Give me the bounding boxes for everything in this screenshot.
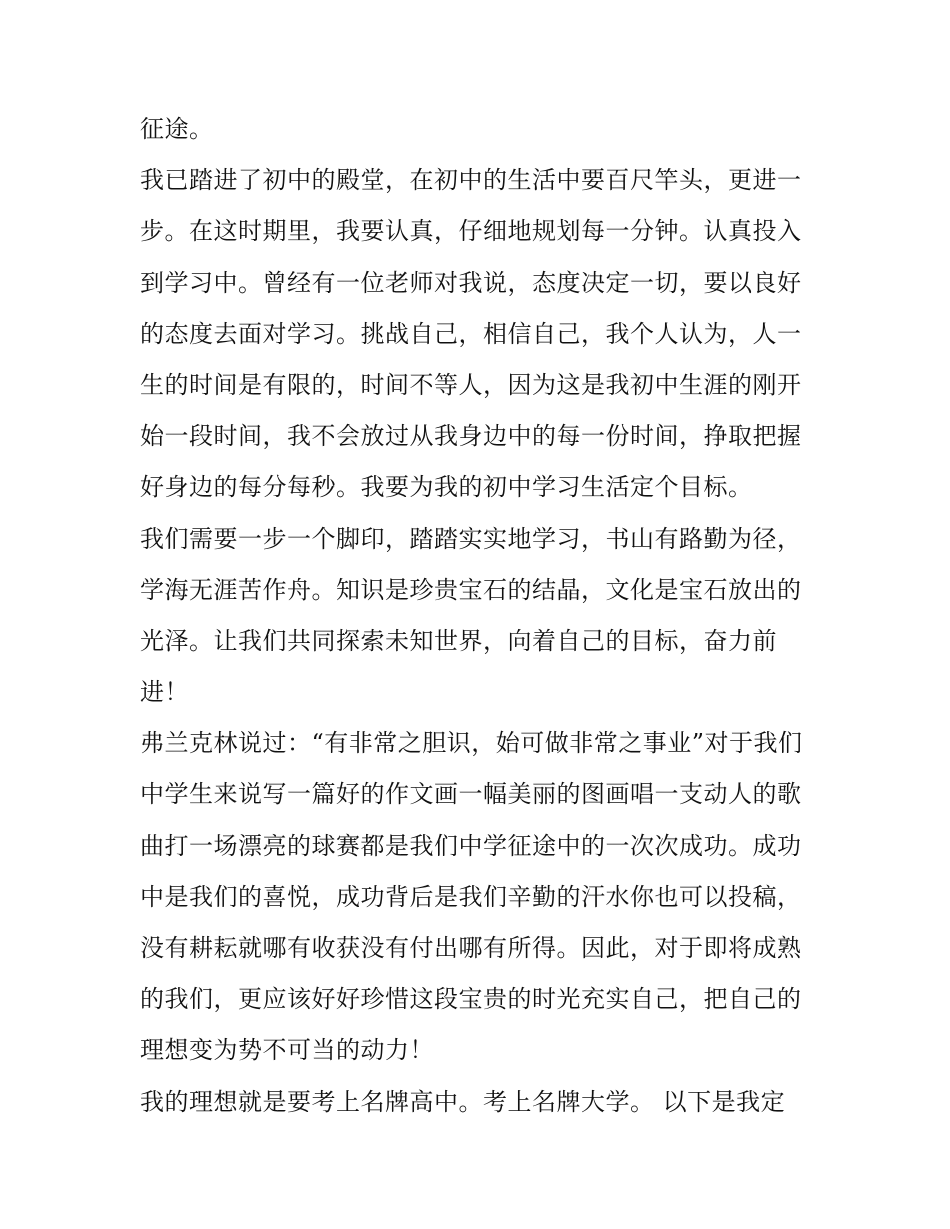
text-line: 生的时间是有限的，时间不等人，因为这是我初中生涯的刚开 (140, 370, 802, 399)
text-line: 中是我们的喜悦，成功背后是我们辛勤的汗水你也可以投稿， (140, 882, 802, 911)
text-line: 到学习中。曾经有一位老师对我说，态度决定一切，要以良好 (140, 268, 802, 297)
text-line: 弗兰克林说过：“有非常之胆识，始可做非常之事业”对于我们 (140, 729, 803, 758)
text-line: 我们需要一步一个脚印，踏踏实实地学习，书山有路勤为径， (140, 524, 802, 553)
text-line: 光泽。让我们共同探索未知世界，向着自己的目标，奋力前 (140, 626, 777, 655)
text-line: 没有耕耘就哪有收获没有付出哪有所得。因此，对于即将成熟 (140, 934, 802, 962)
text-line: 曲打一场漂亮的球赛都是我们中学征途中的一次次成功。成功 (140, 831, 802, 860)
text-line: 的态度去面对学习。挑战自己，相信自己，我个人认为，人一 (140, 319, 802, 348)
text-line: 的我们，更应该好好珍惜这段宝贵的时光充实自己，把自己的 (140, 985, 802, 1014)
body-text (140, 104, 820, 1128)
text-line: 我的理想就是要考上名牌高中。考上名牌大学。 以下是我定 (140, 1087, 786, 1116)
text-line: 好身边的每分每秒。我要为我的初中学习生活定个目标。 (140, 473, 753, 502)
text-line: 中学生来说写一篇好的作文画一幅美丽的图画唱一支动人的歌 (140, 780, 802, 809)
text-line: 步。在这时期里，我要认真，仔细地规划每一分钟。认真投入 (140, 217, 802, 246)
text-line: 学海无涯苦作舟。知识是珍贵宝石的结晶，文化是宝石放出的 (140, 575, 802, 604)
text-line: 理想变为势不可当的动力！ (140, 1036, 434, 1065)
text-line: 我已踏进了初中的殿堂，在初中的生活中要百尺竿头，更进一 (140, 166, 802, 195)
text-line: 始一段时间，我不会放过从我身边中的每一份时间，挣取把握 (140, 422, 802, 451)
text-line: 征途。 (140, 115, 214, 143)
text-line: 进！ (140, 678, 189, 707)
